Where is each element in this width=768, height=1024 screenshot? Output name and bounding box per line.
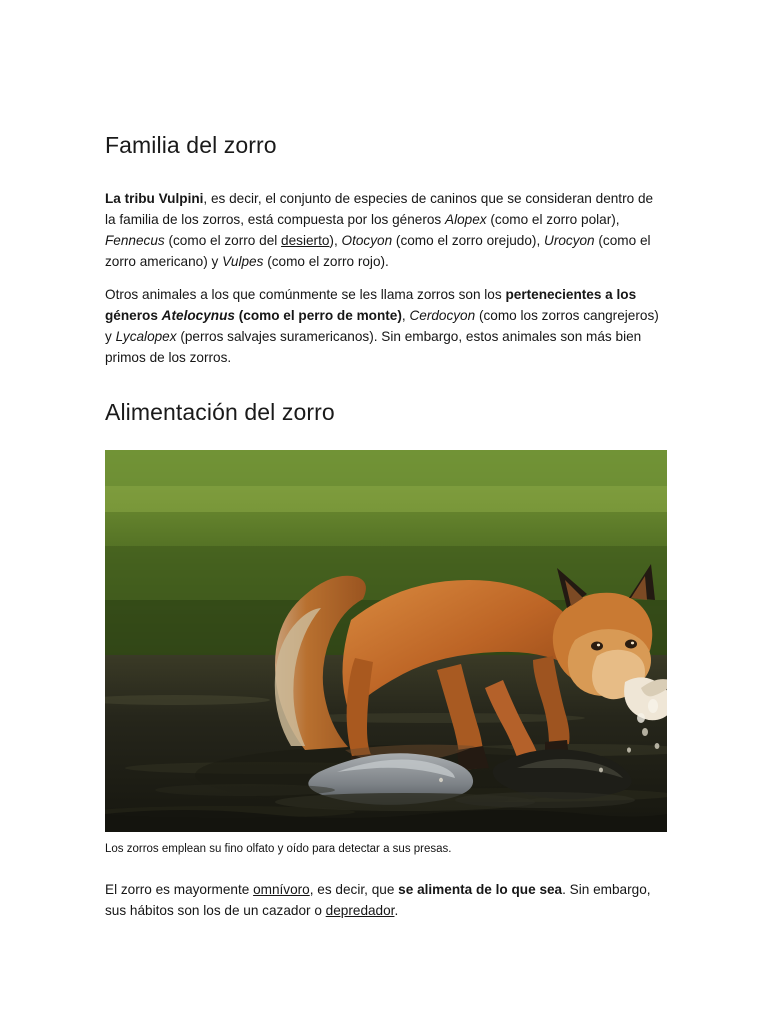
paragraph3-text1: El zorro es mayormente xyxy=(105,882,254,897)
paragraph1-text5: (como el zorro orejudo), xyxy=(392,233,544,248)
genus-urocyon: Urocyon xyxy=(544,233,595,248)
paragraph1-text4: ), xyxy=(329,233,342,248)
paragraph1-text2: (como el zorro polar), xyxy=(486,212,620,227)
figure-fox xyxy=(105,450,667,857)
link-depredador[interactable]: depredador xyxy=(325,903,395,918)
genus-vulpes: Vulpes xyxy=(222,254,264,269)
link-desierto[interactable]: desierto xyxy=(281,233,330,248)
paragraph1-text6: (como el zorro americano) y xyxy=(105,233,651,269)
paragraph-otros-animales xyxy=(105,284,665,368)
genus-otocyon: Otocyon xyxy=(341,233,393,248)
paragraph1-text3: (como el zorro del xyxy=(164,233,282,248)
paragraph1-lead: La tribu Vulpini xyxy=(105,191,204,206)
paragraph3-text4: . xyxy=(394,903,399,918)
genus-fennecus: Fennecus xyxy=(105,233,165,248)
paragraph3-text2: , es decir, que xyxy=(309,882,399,897)
paragraph1-text7: (como el zorro rojo). xyxy=(263,254,389,269)
paragraph3-text3: . Sin embargo, sus hábitos son los de un cazador o xyxy=(105,882,651,918)
figure-caption: Los zorros emplean su fino olfato y oído para detectar a sus presas. xyxy=(105,843,452,855)
paragraph2-text2: , xyxy=(401,308,410,323)
paragraph2-bold1: pertenecientes a los géneros xyxy=(105,287,637,323)
paragraph1-text1: , es decir, el conjunto de especies de caninos que se consideran dentro de la familia de los zorros, está compuesta por los géneros xyxy=(105,191,654,227)
genus-cerdocyon: Cerdocyon xyxy=(409,308,476,323)
paragraph-familia xyxy=(105,188,665,272)
paragraph-alimentacion xyxy=(105,879,665,921)
genus-alopex: Alopex xyxy=(445,212,487,227)
paragraph2-text4: (perros salvajes suramericanos). Sin embargo, estos animales son más bien primos de los zorros. xyxy=(105,329,642,365)
page-title: Familia del zorro xyxy=(105,132,277,158)
paragraph2-text3: (como los zorros cangrejeros) y xyxy=(105,308,659,344)
paragraph2-text1: Otros animales a los que comúnmente se les llama zorros son los xyxy=(105,287,506,302)
paragraph2-bold2: (como el perro de monte) xyxy=(234,308,402,323)
genus-lycalopex: Lycalopex xyxy=(115,329,177,344)
fox-photo xyxy=(105,450,667,832)
paragraph3-bold1: se alimenta de lo que sea xyxy=(398,882,563,897)
genus-atelocynus: Atelocynus xyxy=(161,308,235,323)
link-omnivoro[interactable]: omnívoro xyxy=(253,882,310,897)
section-title-alimentacion: Alimentación del zorro xyxy=(105,399,335,425)
